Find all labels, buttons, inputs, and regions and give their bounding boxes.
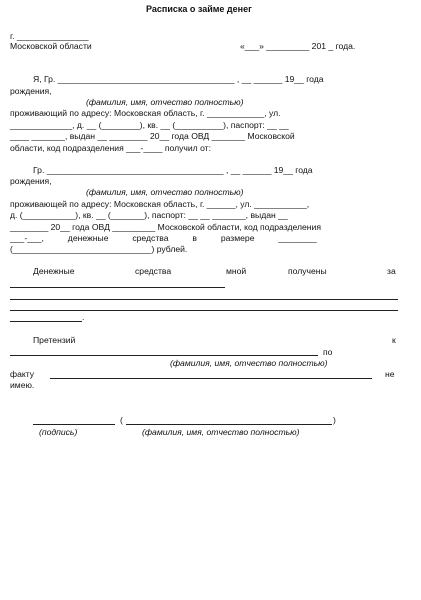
fio-hint: (фамилия, имя, отчество полностью) — [142, 427, 300, 437]
received-word-5: за — [387, 266, 396, 276]
purpose-underline-1 — [10, 287, 225, 288]
document-title: Расписка о займе денег — [146, 4, 252, 14]
borrower-fio-hint: (фамилия, имя, отчество полностью) — [86, 97, 244, 107]
claims-word: Претензий — [33, 335, 76, 345]
city-line: г. _______________ — [10, 31, 89, 41]
signature-underline — [33, 424, 115, 425]
fact-underline — [50, 378, 372, 379]
purpose-underline-3 — [10, 310, 398, 311]
borrower-address-line: проживающий по адресу: Московская область, г. ____________, ул. — [10, 108, 281, 118]
received-word-1: Денежные — [33, 266, 75, 276]
purpose-underline-2 — [10, 299, 398, 300]
borrower-name-line: Я, Гр. _____________________________________ , __ ______ 19__ года — [33, 74, 324, 84]
fio-open-paren: ( — [120, 415, 123, 425]
fio-close-paren: ) — [333, 415, 336, 425]
purpose-underline-4 — [10, 321, 82, 322]
received-word-3: мной — [226, 266, 247, 276]
received-word-4: получены — [288, 266, 327, 276]
purpose-end-dot: . — [82, 312, 85, 322]
borrower-code-line: области, код подразделения ___-____ получил от: — [10, 143, 211, 153]
lender-name-line: Гр. _____________________________________ , __ ______ 19__ года — [33, 165, 313, 175]
signature-hint: (подпись) — [39, 427, 78, 437]
date-line: «___» _________ 201 _ года. — [240, 41, 356, 51]
amount-line: ___-___, денежные средства в размере ________ — [10, 233, 317, 243]
claims-k: к — [392, 335, 396, 345]
lender-house-passport-line: д. (___________), кв. __ (_______), паспорт: __ __ _______, выдан __ — [10, 210, 288, 220]
claims-fio-hint: (фамилия, имя, отчество полностью) — [170, 358, 328, 368]
borrower-issued-line: ____ _______, выдан __ ________ 20__ года ОВД _______ Московской — [10, 131, 295, 141]
lender-address-line: проживающей по адресу: Московская область, г. ______, ул. ___________, — [10, 199, 310, 209]
borrower-birth-label: рождения, — [10, 86, 52, 96]
lender-birth-label: рождения, — [10, 176, 52, 186]
claims-po: по — [323, 347, 333, 357]
have-word: имею. — [10, 380, 35, 390]
received-word-2: средства — [135, 266, 172, 276]
amount-words-line: (_____________________________) рублей. — [10, 244, 188, 254]
borrower-house-passport-line: _____________, д. __ (________), кв. __ (__________), паспорт: __ __ — [10, 120, 289, 130]
region-line: Московской области — [10, 41, 92, 51]
claims-name-underline — [10, 355, 318, 356]
lender-issued-line: ________ 20__ года ОВД _________ Московской области, код подразделения — [10, 222, 321, 232]
fact-ne: не — [385, 369, 395, 379]
lender-fio-hint: (фамилия, имя, отчество полностью) — [86, 187, 244, 197]
fact-word: факту — [10, 369, 35, 379]
fio-underline — [126, 424, 332, 425]
